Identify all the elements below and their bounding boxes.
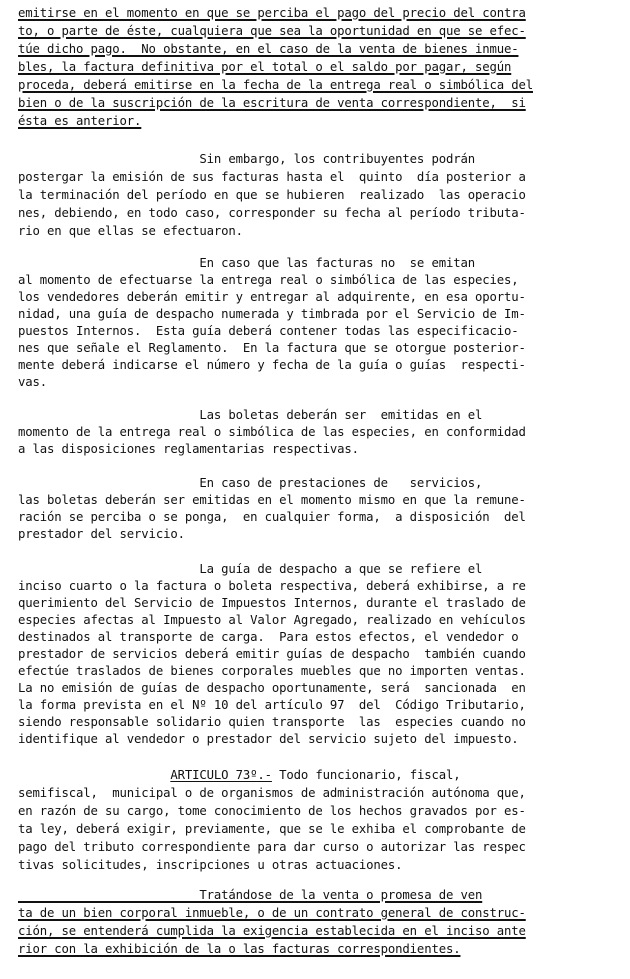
text-line: ta ley, deberá exigir, previamente, que se le exhiba el comprobante de <box>18 822 526 836</box>
text-line: Sin embargo, los contribuyentes podrán <box>18 152 475 166</box>
text-line: especies afectas al Impuesto al Valor Agregado, realizado en vehículos <box>18 613 526 627</box>
text-line: en razón de su cargo, tome conocimiento de los hechos gravados por es- <box>18 804 526 818</box>
text-line: to, o parte de éste, cualquiera que sea la oportunidad en que se efec- <box>18 24 526 38</box>
text-line: efectúe traslados de bienes corporales muebles que no importen ventas. <box>18 664 526 678</box>
text-line: prestador de servicios deberá emitir guías de despacho también cuando <box>18 647 526 661</box>
text-line: nes que señale el Reglamento. En la factura que se otorgue posterior- <box>18 341 526 355</box>
text-line: pago del tributo correspondiente para dar curso o autorizar las respec <box>18 840 526 854</box>
article-line <box>18 766 460 784</box>
text-line: destinados al transporte de carga. Para estos efectos, el vendedor o <box>18 630 519 644</box>
text-line: emitirse en el momento en que se perciba el pago del precio del contra <box>18 6 526 20</box>
text-line: ta de un bien corporal inmueble, o de un contrato general de construc- <box>18 906 526 920</box>
text-line: ción, se entenderá cumplida la exigencia establecida en el inciso ante <box>18 924 526 938</box>
text-line: los vendedores deberán emitir y entregar al adquirente, en esa oportu- <box>18 290 526 304</box>
text-line: prestador del servicio. <box>18 527 185 541</box>
text-line: identifique al vendedor o prestador del servicio sujeto del impuesto. <box>18 732 519 746</box>
text-line: En caso que las facturas no se emitan <box>18 256 475 270</box>
text-line: bles, la factura definitiva por el total o el saldo por pagar, según <box>18 60 512 74</box>
text-line: tivas solicitudes, inscripciones u otras actuaciones. <box>18 858 403 872</box>
text-line: momento de la entrega real o simbólica de las especies, en conformidad <box>18 425 526 439</box>
text-line: túe dicho pago. No obstante, en el caso de la venta de bienes inmue- <box>18 42 519 56</box>
article-heading: ARTICULO 73º.- <box>170 768 272 782</box>
text-line: bien o de la suscripción de la escritura de venta correspondiente, si <box>18 96 526 110</box>
text-line: La no emisión de guías de despacho oportunamente, será sancionada en <box>18 681 526 695</box>
text-line: rio en que ellas se efectuaron. <box>18 224 243 238</box>
text-line: puestos Internos. Esta guía deberá contener todas las especificacio- <box>18 324 519 338</box>
text-line: las boletas deberán ser emitidas en el momento mismo en que la remune- <box>18 493 526 507</box>
text-line: inciso cuarto o la factura o boleta respectiva, deberá exhibirse, a re <box>18 579 526 593</box>
text-line: la terminación del período en que se hubieren realizado las operacio <box>18 188 526 202</box>
text-line: la forma prevista en el Nº 10 del artículo 97 del Código Tributario, <box>18 698 526 712</box>
text-line: semifiscal, municipal o de organismos de administración autónoma que, <box>18 786 526 800</box>
text-line: proceda, deberá emitirse en la fecha de la entrega real o simbólica del <box>18 78 533 92</box>
text-line: al momento de efectuarse la entrega real o simbólica de las especies, <box>18 273 519 287</box>
text-line: a las disposiciones reglamentarias respectivas. <box>18 442 359 456</box>
text-line: vas. <box>18 375 48 389</box>
text-line: nidad, una guía de despacho numerada y timbrada por el Servicio de Im- <box>18 307 526 321</box>
text-line: Las boletas deberán ser emitidas en el <box>18 408 483 422</box>
text-line: Tratándose de la venta o promesa de ven <box>18 888 483 902</box>
text-line: Todo funcionario, fiscal, <box>271 768 461 782</box>
text-line: ésta es anterior. <box>18 114 142 128</box>
text-line: ración se perciba o se ponga, en cualquier forma, a disposición del <box>18 510 526 524</box>
text-line: querimiento del Servicio de Impuestos Internos, durante el traslado de <box>18 596 526 610</box>
text-line: postergar la emisión de sus facturas hasta el quinto día posterior a <box>18 170 526 184</box>
text-line: rior con la exhibición de la o las facturas correspondientes. <box>18 942 461 956</box>
text-line: siendo responsable solidario quien transporte las especies cuando no <box>18 715 526 729</box>
text-line: La guía de despacho a que se refiere el <box>18 562 483 576</box>
text-line: nes, debiendo, en todo caso, corresponder su fecha al período tributa- <box>18 206 526 220</box>
text-line: En caso de prestaciones de servicios, <box>18 476 483 490</box>
text-line: mente deberá indicarse el número y fecha de la guía o guías respecti- <box>18 358 526 372</box>
